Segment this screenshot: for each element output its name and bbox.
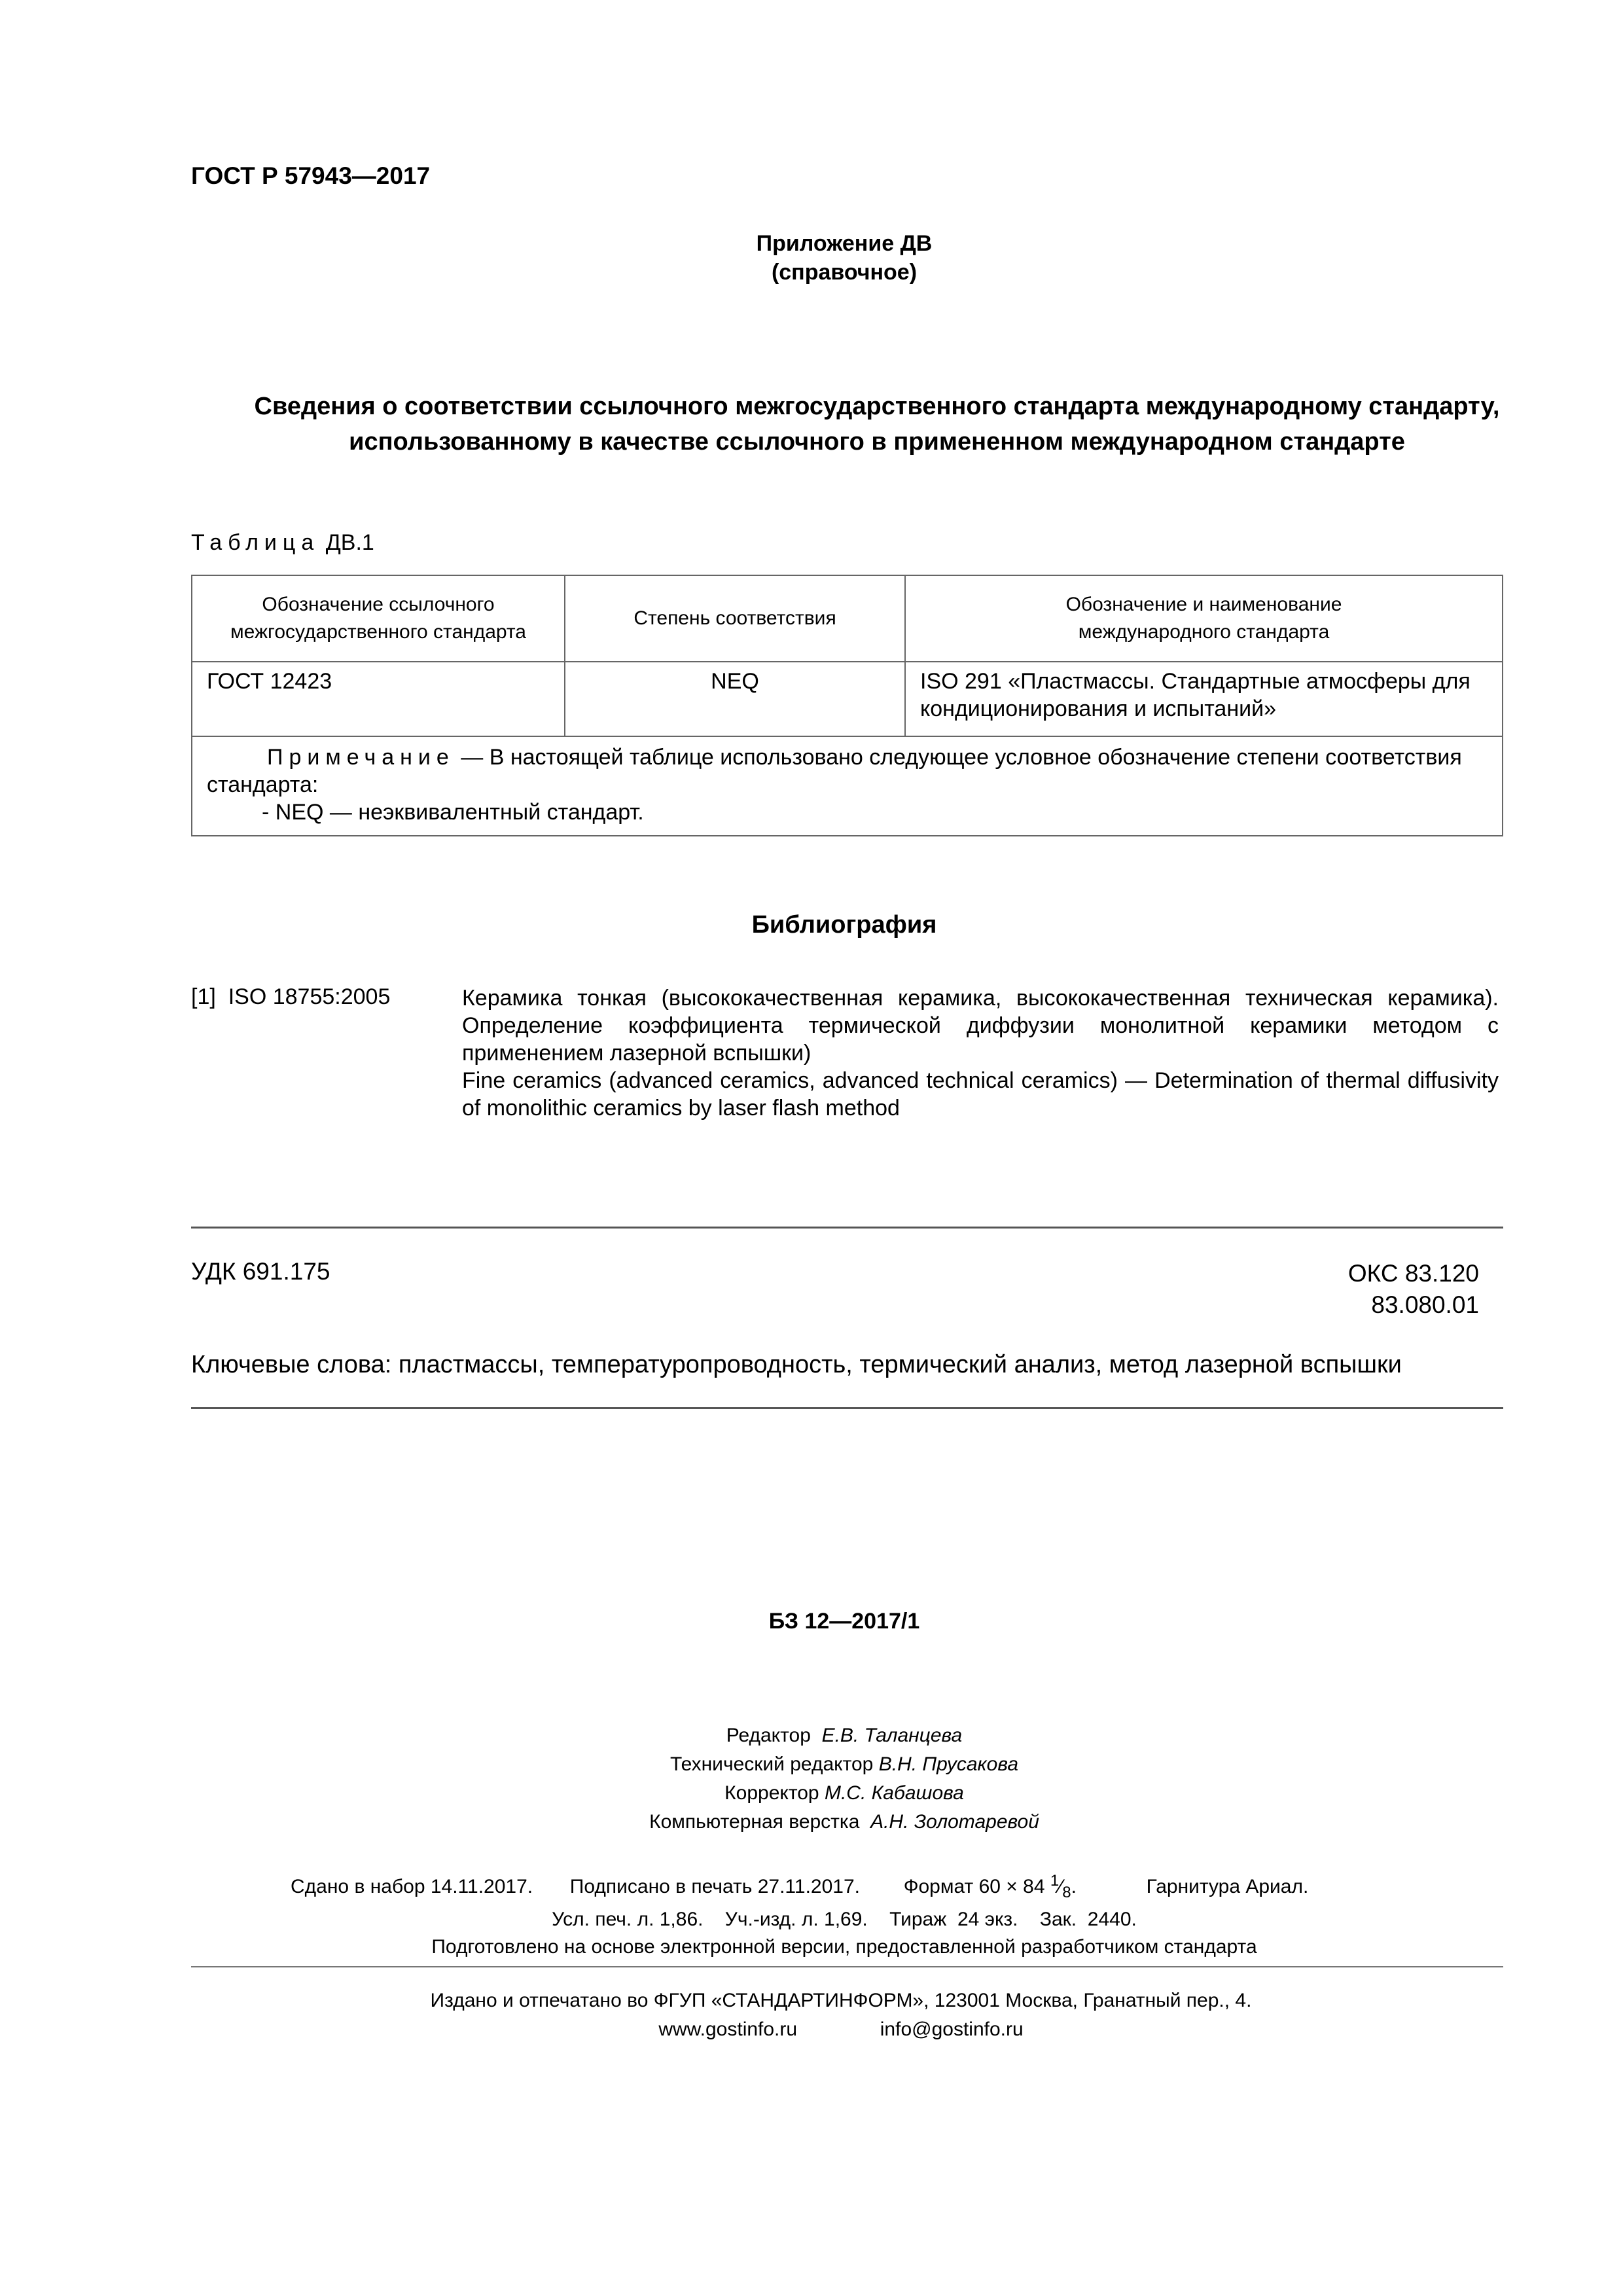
imprint-format: Формат 60 × 84 $^1⁄_8$. bbox=[903, 1872, 1077, 1901]
staff-line bbox=[0, 1721, 1623, 1750]
publisher-contacts bbox=[0, 2018, 1623, 2041]
staff-list bbox=[0, 1721, 1623, 1837]
appendix-title: Приложение ДВ bbox=[756, 231, 933, 256]
imprint-format-label: Формат 60 × 84 bbox=[903, 1876, 1045, 1897]
bibliography-text-en: Fine ceramics (advanced ceramics, advanced technical ceramics) — Determination of thermal diffusivity of monolithic ceramics by laser flash method bbox=[462, 1068, 1499, 1121]
table-header-cell: Обозначение и наименование международного стандарта bbox=[905, 575, 1503, 662]
oks-codes bbox=[1250, 1258, 1479, 1321]
staff-name: В.Н. Прусакова bbox=[878, 1753, 1019, 1775]
publisher-line: Издано и отпечатано во ФГУП «СТАНДАРТИНФОРМ», 123001 Москва, Гранатный пер., 4. bbox=[430, 1990, 1252, 2011]
note-body: — В настоящей таблице использовано следующее условное обозначение степени соответствия стандарта: bbox=[207, 745, 1462, 797]
staff-role: Корректор bbox=[724, 1782, 819, 1804]
oks-code-line bbox=[1250, 1258, 1479, 1289]
appendix-heading: Сведения о соответствии ссылочного межгосударственного стандарта международному стандарту, использованному в качестве ссылочного в примененном международном стандарте bbox=[254, 393, 1500, 456]
imprint-signed: Подписано в печать 27.11.2017. bbox=[569, 1876, 860, 1897]
staff-line bbox=[0, 1808, 1623, 1837]
imprint-typeface: Гарнитура Ариал. bbox=[1146, 1876, 1309, 1897]
bibliography-text-ru: Керамика тонкая (высококачественная керамика, высококачественная техническая керамика). Определение коэффициента термической диффузии монолитной керамики методом с применением лазерной вспышки) bbox=[462, 986, 1499, 1066]
imprint-submitted: Сдано в набор 14.11.2017. bbox=[291, 1876, 533, 1897]
table-cell-intl-standard: ISO 291 «Пластмассы. Стандартные атмосферы для кондиционирования и испытаний» bbox=[905, 662, 1503, 736]
staff-name: Е.В. Таланцева bbox=[821, 1725, 963, 1746]
oks-label: ОКС bbox=[1347, 1260, 1399, 1287]
document-code: ГОСТ Р 57943—2017 bbox=[191, 162, 431, 189]
bz-code: БЗ 12—2017/1 bbox=[768, 1609, 920, 1634]
table-cell-standard: ГОСТ 12423 bbox=[192, 662, 565, 736]
table-note-text bbox=[207, 744, 1488, 798]
udk-code: УДК 691.175 bbox=[191, 1258, 330, 1285]
publisher-website-link[interactable]: www.gostinfo.ru bbox=[658, 2018, 798, 2040]
table-row bbox=[192, 662, 1503, 736]
staff-role: Технический редактор bbox=[669, 1753, 874, 1775]
note-list-item: - NEQ — неэквивалентный стандарт. bbox=[262, 800, 644, 825]
imprint-format-denominator: 8 bbox=[1062, 1884, 1071, 1901]
bibliography-title: Библиография bbox=[751, 911, 937, 939]
table-caption bbox=[191, 530, 374, 556]
note-label: Примечание bbox=[267, 745, 455, 770]
bibliography-entry-number bbox=[191, 984, 390, 1010]
table-caption-number: ДВ.1 bbox=[325, 530, 374, 555]
bibliography-ref-num: [1] bbox=[191, 984, 216, 1009]
keywords-text: пластмассы, температуропроводность, термический анализ, метод лазерной вспышки bbox=[398, 1351, 1402, 1378]
oks-code-2: 83.080.01 bbox=[1371, 1291, 1479, 1318]
keywords bbox=[191, 1351, 1402, 1379]
table-caption-word: Таблица bbox=[191, 530, 320, 555]
keywords-label: Ключевые слова: bbox=[191, 1351, 392, 1378]
staff-line bbox=[0, 1779, 1623, 1808]
table-header-cell: Обозначение ссылочного межгосударственного стандарта bbox=[192, 575, 565, 662]
staff-name: М.С. Кабашова bbox=[824, 1782, 964, 1804]
imprint-line-1 bbox=[291, 1872, 1308, 1902]
oks-code-1: 83.120 bbox=[1404, 1260, 1479, 1287]
appendix-subtitle: (справочное) bbox=[771, 260, 918, 285]
bibliography-entry bbox=[462, 984, 1499, 1122]
table-header-row bbox=[192, 575, 1503, 662]
imprint-line-3: Подготовлено на основе электронной версии, предоставленной разработчиком стандарта bbox=[431, 1936, 1257, 1958]
staff-line bbox=[0, 1750, 1623, 1779]
table-header-cell: Степень соответствия bbox=[565, 575, 905, 662]
table-cell-degree: NEQ bbox=[565, 662, 905, 736]
imprint-format-numerator: 1 bbox=[1050, 1872, 1060, 1890]
divider-colophon bbox=[191, 1966, 1503, 1967]
table-note bbox=[192, 736, 1503, 836]
table-note-row bbox=[192, 736, 1503, 836]
correspondence-table bbox=[191, 575, 1503, 836]
publisher-email-link[interactable]: info@gostinfo.ru bbox=[880, 2018, 1024, 2040]
bibliography-ref-code: ISO 18755:2005 bbox=[228, 984, 391, 1009]
appendix-header bbox=[0, 229, 1623, 287]
divider-top bbox=[191, 1227, 1503, 1229]
staff-role: Редактор bbox=[726, 1725, 811, 1746]
staff-role: Компьютерная верстка bbox=[649, 1811, 860, 1833]
divider-bottom bbox=[191, 1407, 1503, 1409]
staff-name: А.Н. Золотаревой bbox=[870, 1811, 1039, 1833]
imprint-line-2: Усл. печ. л. 1,86. Уч.-изд. л. 1,69. Тираж 24 экз. Зак. 2440. bbox=[552, 1909, 1137, 1930]
